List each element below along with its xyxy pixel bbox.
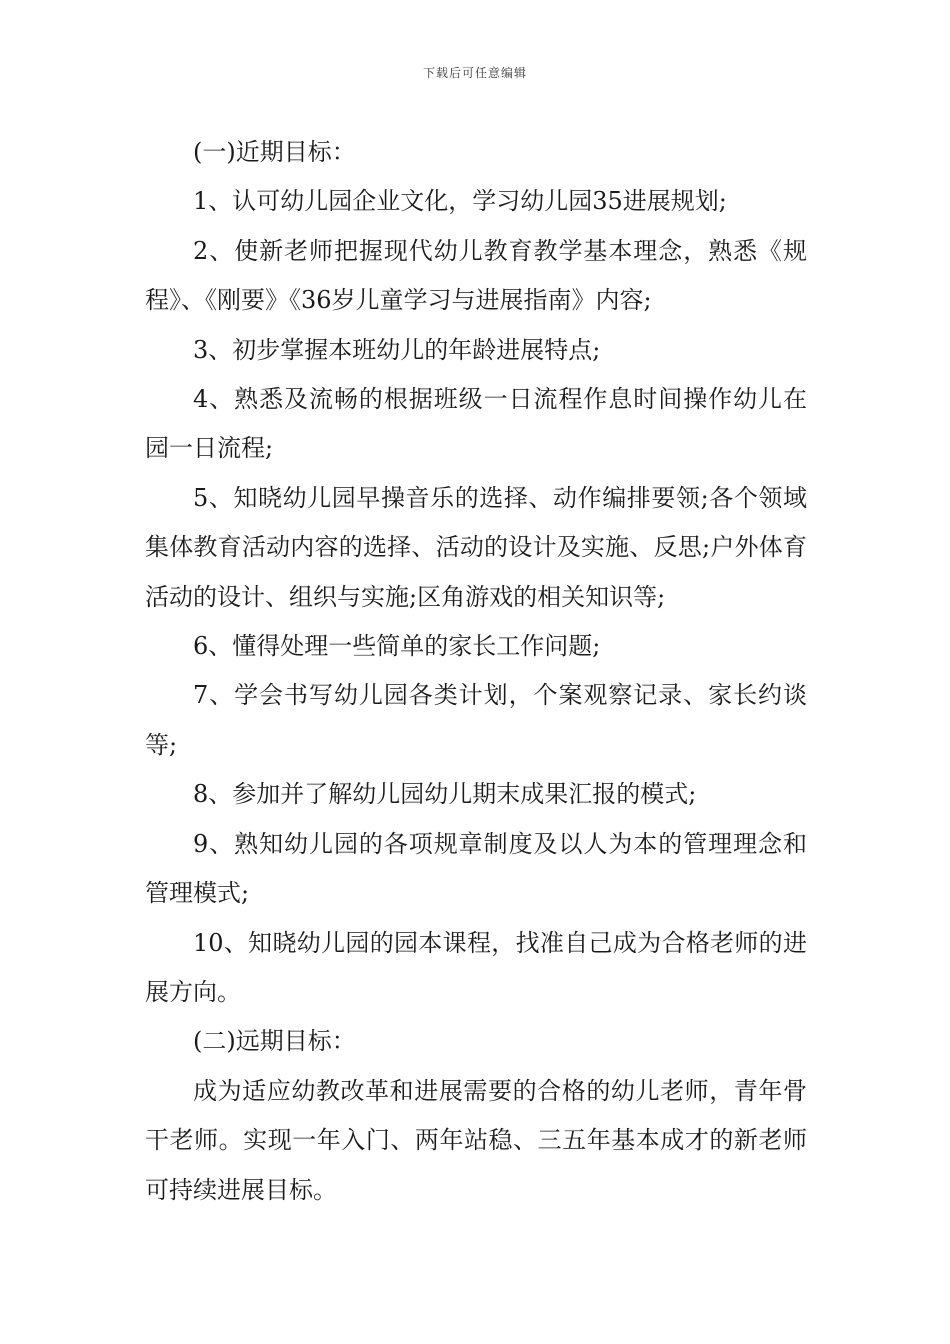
goal-item-5: 5、知晓幼儿园早操音乐的选择、动作编排要领;各个领域集体教育活动内容的选择、活动的设计及实施、反思;户外体育活动的设计、组织与实施;区角游戏的相关知识等; (145, 483, 807, 611)
goal-item-3: 3、初步掌握本班幼儿的年龄进展特点; (193, 335, 601, 364)
section-heading-long-term: (二)远期目标： (193, 1027, 356, 1056)
long-term-goal-text: 成为适应幼教改革和进展需要的合格的幼儿老师，青年骨干老师。实现一年入门、两年站稳、三五年基本成才的新老师可持续进展目标。 (145, 1076, 807, 1204)
goal-item-4: 4、熟悉及流畅的根据班级一日流程作息时间操作幼儿在园一日流程; (145, 385, 807, 463)
page-header: 下载后可任意编辑 (422, 66, 527, 80)
goal-item-6: 6、懂得处理一些简单的家长工作问题; (193, 632, 601, 661)
goal-item-7: 7、学会书写幼儿园各类计划，个案观察记录、家长约谈等; (145, 681, 807, 759)
goal-item-9: 9、熟知幼儿园的各项规章制度及以人为本的管理理念和管理模式; (145, 829, 807, 908)
document-body (145, 128, 807, 1215)
goal-item-8: 8、参加并了解幼儿园幼儿期末成果汇报的模式; (193, 780, 697, 809)
section-heading-near-term: (一)近期目标： (193, 138, 356, 166)
goal-item-10: 10、知晓幼儿园的园本课程，找准自己成为合格老师的进展方向。 (145, 928, 807, 1006)
goal-item-2: 2、使新老师把握现代幼儿教育教学基本理念，熟悉《规程》、《刚要》《36岁儿童学习与进展指南》内容; (145, 236, 807, 315)
goal-item-1: 1、认可幼儿园企业文化，学习幼儿园35进展规划; (193, 187, 727, 216)
